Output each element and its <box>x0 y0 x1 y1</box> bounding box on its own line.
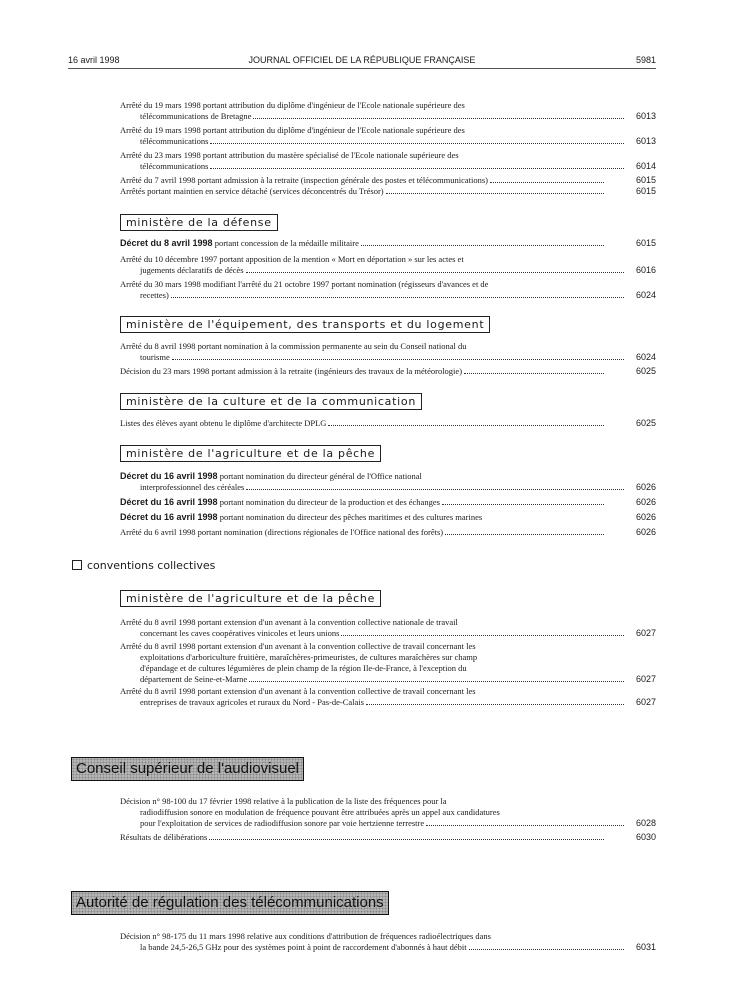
entry-line: portant nomination du directeur de la production et des échanges <box>217 497 440 507</box>
entry-line: Arrêté du 8 avril 1998 portant nomination à la commission permanente au sein du Conseil national du <box>120 341 467 351</box>
entry-line: entreprises de travaux agricoles et ruraux du Nord - Pas-de-Calais <box>140 697 364 707</box>
entry-bold-title: Décret du 16 avril 1998 <box>120 512 218 522</box>
toc-entry[interactable] <box>120 150 656 172</box>
entry-page-number: 6030 <box>635 832 656 842</box>
dot-leader <box>246 271 624 273</box>
entry-page-number: 6025 <box>635 418 656 428</box>
toc-entry[interactable] <box>120 617 656 639</box>
toc-entry[interactable] <box>120 238 656 249</box>
entry-page-number: 6024 <box>635 352 656 362</box>
entry-line: portant nomination du directeur général de l'Office national <box>217 471 422 481</box>
toc-entry[interactable] <box>120 686 656 708</box>
toc-entry[interactable] <box>120 100 656 122</box>
section-heading-agriculture: ministère de l'agriculture et de la pêche <box>120 445 381 462</box>
section-heading-agriculture-conventions: ministère de l'agriculture et de la pêche <box>120 590 381 607</box>
entry-line: Arrêtés portant maintien en service détaché (services déconcentrés du Trésor) <box>120 186 384 196</box>
section-heading-culture: ministère de la culture et de la communication <box>120 393 422 410</box>
dot-leader <box>464 372 604 374</box>
entry-page-number: 6015 <box>635 175 656 185</box>
banner-art: Autorité de régulation des télécommunications <box>71 891 389 915</box>
entry-line: département de Seine-et-Marne <box>140 674 248 684</box>
entry-line: télécommunications de Bretagne <box>140 111 252 121</box>
dot-leader <box>328 424 604 426</box>
entry-line: jugements déclaratifs de décès <box>140 265 244 275</box>
entry-line: portant nomination du directeur des pêches maritimes et des cultures marines <box>217 512 483 522</box>
dot-leader <box>426 824 624 826</box>
entry-bold-title: Décret du 16 avril 1998 <box>120 497 218 507</box>
toc-entry[interactable] <box>120 641 656 685</box>
entry-page-number: 6028 <box>635 818 656 828</box>
toc-entry[interactable] <box>120 796 656 829</box>
header-journal-title: JOURNAL OFFICIEL DE LA RÉPUBLIQUE FRANÇAISE <box>248 55 476 65</box>
toc-entry[interactable] <box>120 341 656 363</box>
toc-entry[interactable] <box>120 279 656 301</box>
entry-line: portant concession de la médaille militaire <box>212 238 359 248</box>
dot-leader <box>366 703 624 705</box>
toc-entry[interactable] <box>120 497 656 508</box>
entry-line: Arrêté du 23 mars 1998 portant attribution du mastère spécialisé de l'Ecole nationale supérieure des <box>120 150 459 160</box>
dot-leader <box>171 296 624 298</box>
dot-leader <box>442 503 604 505</box>
entry-line: la bande 24,5-26,5 GHz pour des systèmes point à point de raccordement d'abonnés à haut débit <box>140 942 467 952</box>
checkbox-bullet-icon <box>72 560 82 570</box>
entry-page-number: 6016 <box>635 265 656 275</box>
toc-entry[interactable] <box>120 366 656 377</box>
entry-page-number: 6031 <box>635 942 656 952</box>
conventions-heading <box>72 559 215 572</box>
entry-line: radiodiffusion sonore en modulation de fréquence pouvant être attribuées après un appel aux candidatures <box>140 807 500 817</box>
toc-entry[interactable] <box>120 512 656 523</box>
section-heading-equipement: ministère de l'équipement, des transports et du logement <box>120 316 490 333</box>
dot-leader <box>386 192 604 194</box>
dot-leader <box>172 358 624 360</box>
toc-entry[interactable] <box>120 254 656 276</box>
entry-line: Résultats de délibérations <box>120 832 208 842</box>
banner-csa: Conseil supérieur de l'audiovisuel <box>71 757 304 781</box>
dot-leader <box>253 117 624 119</box>
dot-leader <box>249 680 624 682</box>
entry-page-number: 6026 <box>635 497 656 507</box>
entry-page-number: 6026 <box>635 527 656 537</box>
entry-line: Arrêté du 6 avril 1998 portant nomination (directions régionales de l'Office national des forêts) <box>120 527 444 537</box>
entry-page-number: 6024 <box>635 290 656 300</box>
dot-leader <box>209 838 604 840</box>
toc-entry[interactable] <box>120 931 656 953</box>
entry-page-number: 6015 <box>635 238 656 248</box>
entry-line: Arrêté du 8 avril 1998 portant extension d'un avenant à la convention collective de travail concernant les <box>120 641 476 651</box>
entry-line: recettes) <box>140 290 169 300</box>
entry-line: Décision n° 98-175 du 11 mars 1998 relative aux conditions d'attribution de fréquences radioélectriques dans <box>120 931 491 941</box>
entry-page-number: 6014 <box>635 161 656 171</box>
dot-leader <box>469 948 624 950</box>
toc-entry[interactable] <box>120 418 656 429</box>
header-date: 16 avril 1998 <box>68 55 120 65</box>
dot-leader <box>210 142 624 144</box>
entry-bold-title: Décret du 8 avril 1998 <box>120 238 213 248</box>
toc-entry[interactable] <box>120 471 656 493</box>
header-page-number: 5981 <box>635 55 656 65</box>
dot-leader <box>246 488 624 490</box>
entry-page-number: 6026 <box>635 512 656 522</box>
entry-line: Arrêté du 10 décembre 1997 portant apposition de la mention « Mort en déportation » sur les actes et <box>120 254 464 264</box>
entry-line: Arrêté du 7 avril 1998 portant admission à la retraite (inspection générale des postes et télécommunications) <box>120 175 488 185</box>
entry-line: concernant les caves coopératives vinicoles et leurs unions <box>140 628 340 638</box>
section-heading-defense: ministère de la défense <box>120 214 278 231</box>
entry-line: télécommunications <box>140 161 209 171</box>
entry-line: télécommunications <box>140 136 209 146</box>
conventions-label: conventions collectives <box>87 559 216 572</box>
entry-bold-title: Décret du 16 avril 1998 <box>120 471 218 481</box>
entry-page-number: 6027 <box>635 697 656 707</box>
entry-line: d'épandage et de cultures légumières de plein champ de la région Ile-de-France, à l'exception du <box>140 663 467 673</box>
entry-page-number: 6027 <box>635 674 656 684</box>
toc-entry[interactable] <box>120 832 656 843</box>
toc-entry[interactable] <box>120 527 656 538</box>
dot-leader <box>490 181 604 183</box>
toc-entry[interactable] <box>120 125 656 147</box>
dot-leader <box>361 244 604 246</box>
dot-leader <box>341 634 624 636</box>
entry-line: tourisme <box>140 352 170 362</box>
entry-line: interprofessionnel des céréales <box>140 482 245 492</box>
entry-line: Listes des élèves ayant obtenu le diplôme d'architecte DPLG <box>120 418 327 428</box>
toc-entry[interactable] <box>120 186 656 197</box>
page-header <box>68 55 656 69</box>
entry-line: Arrêté du 8 avril 1998 portant extension d'un avenant à la convention collective de travail concernant les <box>120 686 476 696</box>
entry-line: exploitations d'arboriculture fruitière, maraîchères-primeuristes, de cultures maraîchères sur champ <box>140 652 478 662</box>
entry-page-number: 6015 <box>635 186 656 196</box>
entry-page-number: 6013 <box>635 136 656 146</box>
header-rule <box>68 68 656 69</box>
entry-line: Arrêté du 19 mars 1998 portant attribution du diplôme d'ingénieur de l'Ecole nationale supérieure des <box>120 100 465 110</box>
entry-line: Arrêté du 19 mars 1998 portant attribution du diplôme d'ingénieur de l'Ecole nationale supérieure des <box>120 125 465 135</box>
dot-leader <box>210 167 624 169</box>
entry-line: Décision n° 98-100 du 17 février 1998 relative à la publication de la liste des fréquences pour la <box>120 796 447 806</box>
toc-entry[interactable] <box>120 175 656 186</box>
entry-page-number: 6025 <box>635 366 656 376</box>
entry-page-number: 6027 <box>635 628 656 638</box>
entry-line: pour l'exploitation de services de radiodiffusion sonore par voie hertzienne terrestre <box>140 818 425 828</box>
entry-line: Décision du 23 mars 1998 portant admission à la retraite (ingénieurs des travaux de la météorologie) <box>120 366 463 376</box>
entry-page-number: 6026 <box>635 482 656 492</box>
entry-line: Arrêté du 30 mars 1998 modifiant l'arrêté du 21 octobre 1997 portant nomination (régisseurs d'avances et de <box>120 279 489 289</box>
entry-page-number: 6013 <box>635 111 656 121</box>
entry-line: Arrêté du 8 avril 1998 portant extension d'un avenant à la convention collective nationale de travail <box>120 617 458 627</box>
dot-leader <box>445 533 604 535</box>
